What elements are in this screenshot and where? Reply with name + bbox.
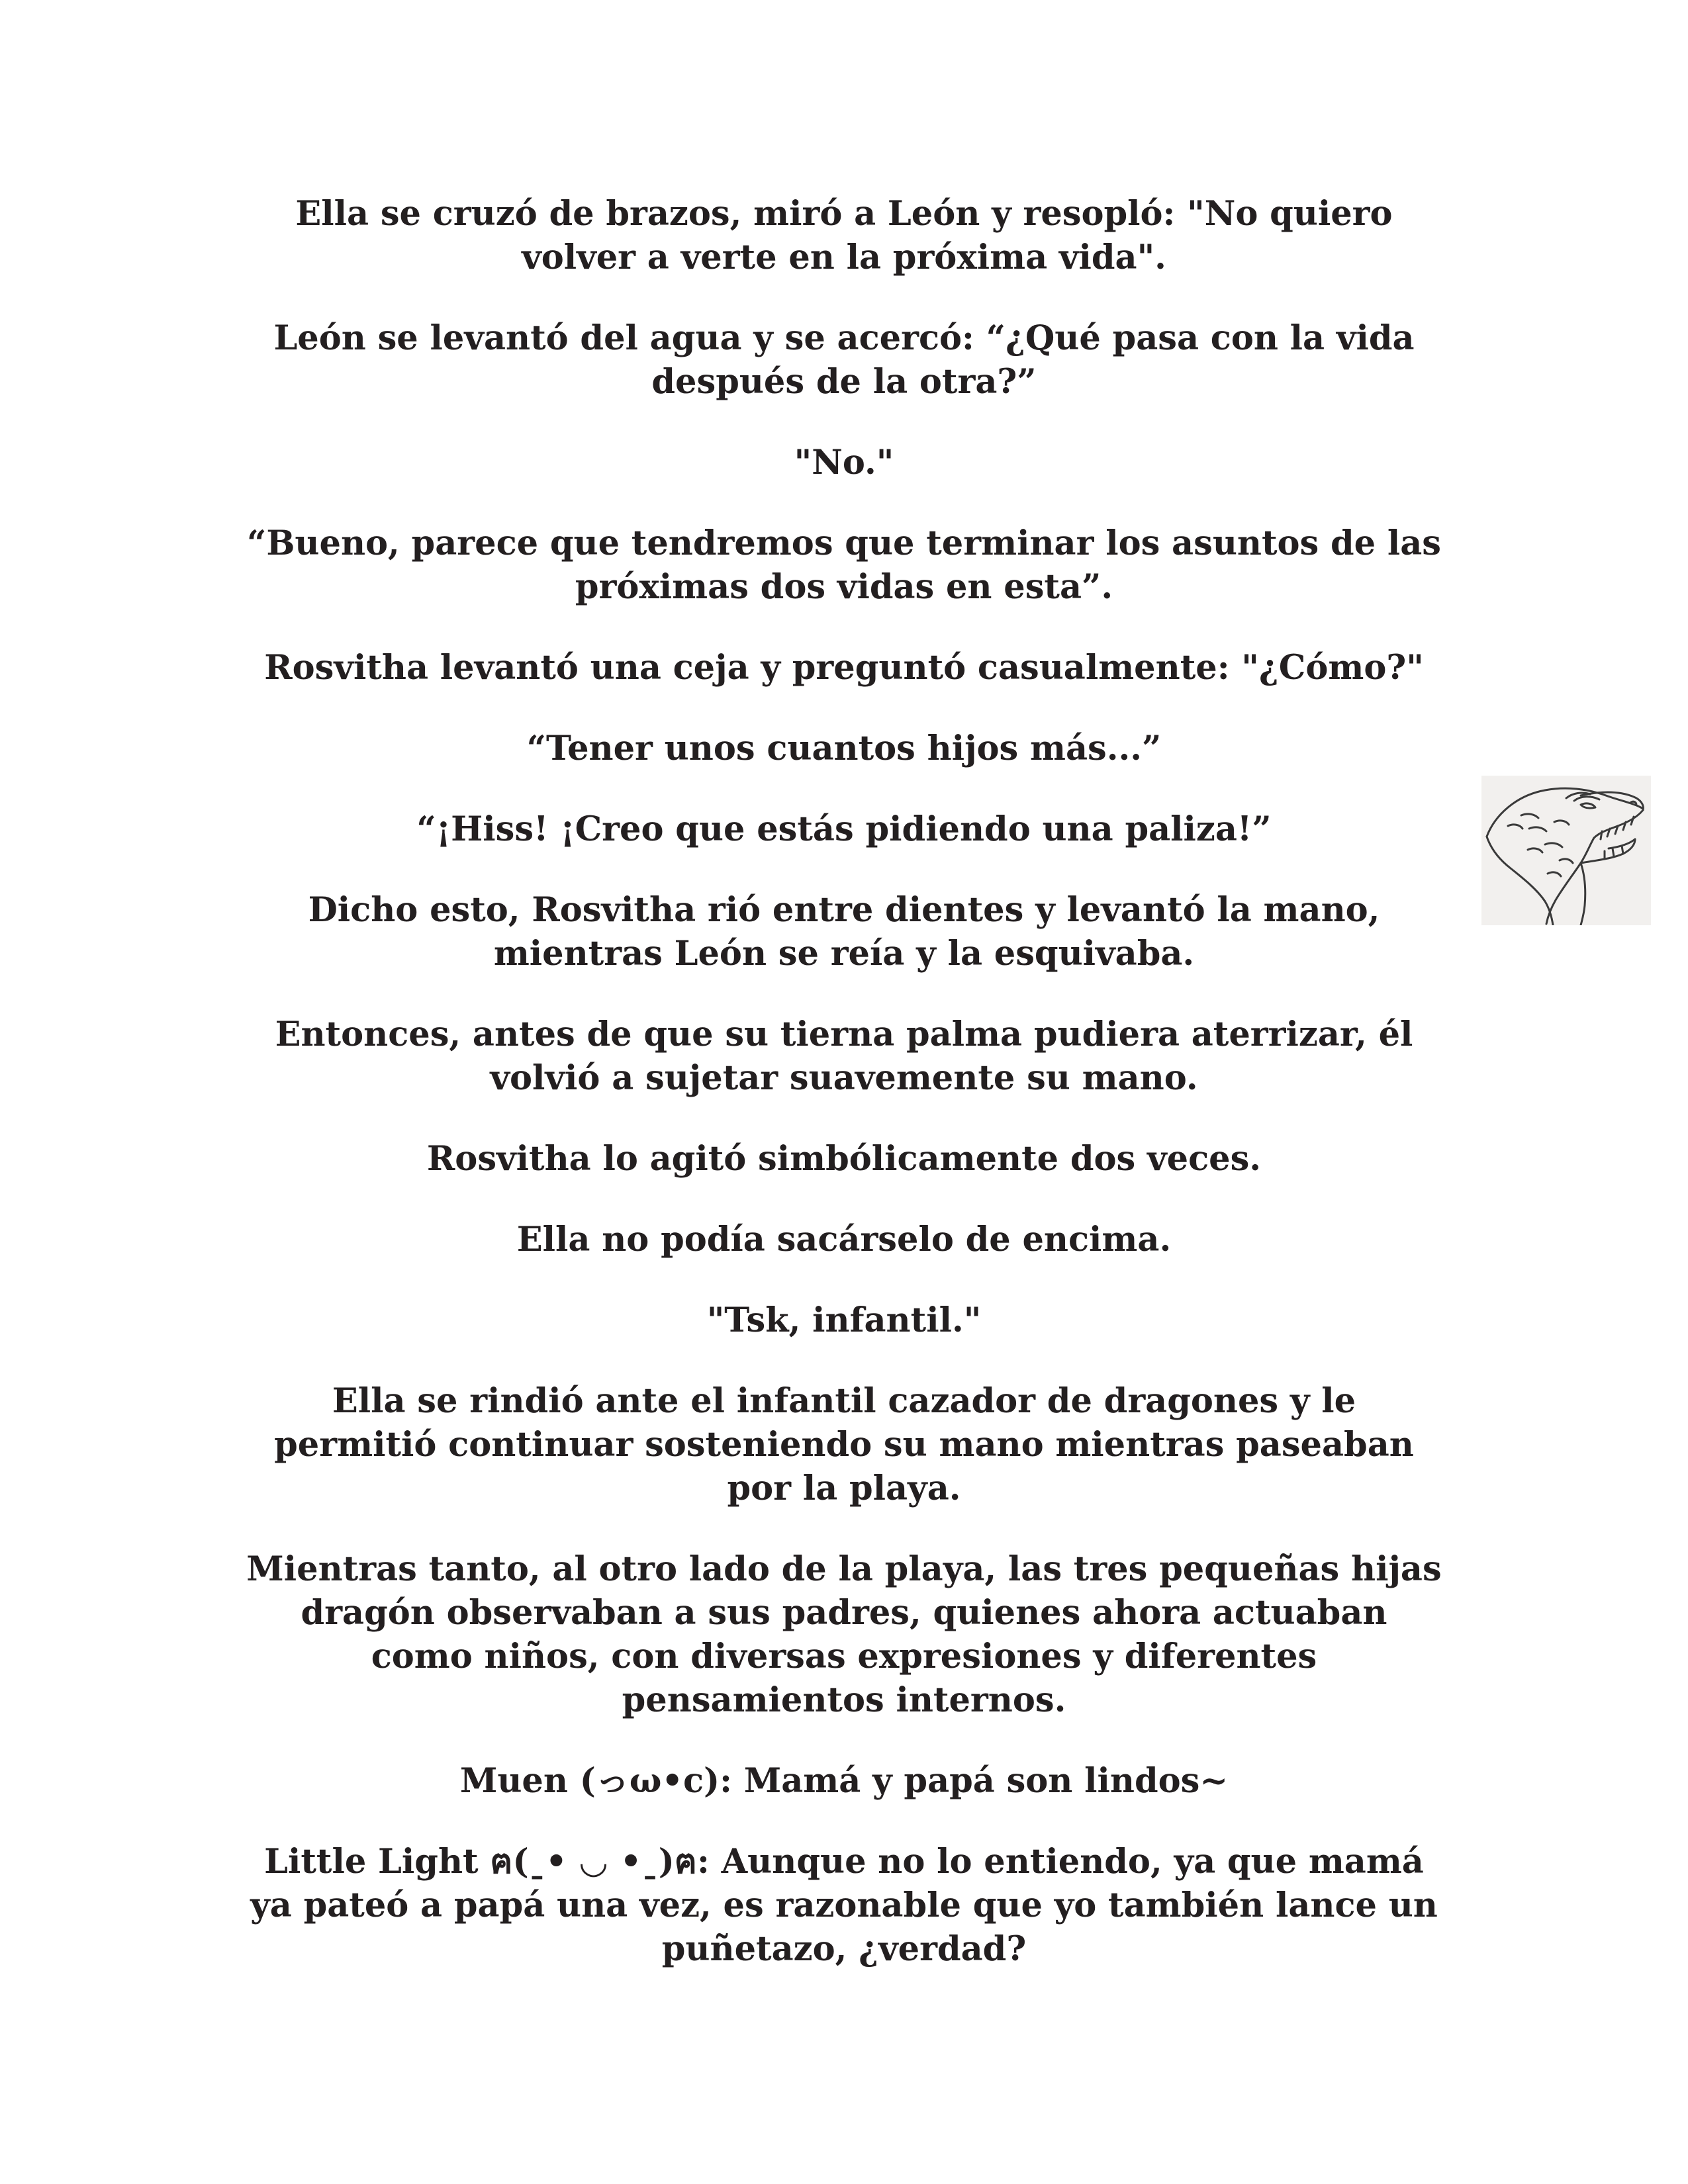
text-line: dragón observaban a sus padres, quienes ahora actuaban: [301, 1593, 1387, 1633]
paragraph: [225, 1759, 1463, 1803]
text-line: Entonces, antes de que su tierna palma pudiera aterrizar, él: [275, 1015, 1413, 1054]
text-line: próximas dos vidas en esta”.: [575, 567, 1113, 607]
text-line: Mientras tanto, al otro lado de la playa, las tres pequeñas hijas: [246, 1549, 1442, 1589]
text-line: "Tsk, infantil.": [706, 1300, 982, 1340]
text-line: pensamientos internos.: [622, 1680, 1066, 1720]
paragraph: [225, 522, 1463, 609]
paragraph: [225, 1137, 1463, 1181]
text-line: Rosvitha levantó una ceja y preguntó casualmente: "¿Cómo?": [264, 648, 1424, 688]
text-line: Ella se cruzó de brazos, miró a León y resopló: "No quiero: [295, 194, 1393, 234]
paragraph: [225, 1218, 1463, 1261]
text-line: Muen (っω•c): Mamá y papá son lindos~: [459, 1761, 1229, 1801]
paragraph: [225, 1840, 1463, 1971]
paragraph: [225, 1013, 1463, 1100]
text-line: “Tener unos cuantos hijos más...”: [526, 729, 1162, 768]
text-line: “¡Hiss! ¡Creo que estás pidiendo una paliza!”: [416, 809, 1272, 849]
paragraph: [225, 1298, 1463, 1342]
text-line: mientras León se reía y la esquivaba.: [493, 934, 1195, 974]
text-line: Little Light ฅ(ˍ• ◡ •ˍ)ฅ: Aunque no lo entiendo, ya que mamá: [264, 1842, 1424, 1882]
dragon-head-sketch-icon: [1481, 776, 1651, 925]
paragraph: [225, 1547, 1463, 1722]
text-line: León se levantó del agua y se acercó: “¿Qué pasa con la vida: [273, 318, 1415, 358]
text-line: como niños, con diversas expresiones y diferentes: [371, 1637, 1317, 1676]
paragraph: [225, 888, 1463, 976]
paragraph: [225, 441, 1463, 484]
text-line: volver a verte en la próxima vida".: [522, 238, 1166, 277]
text-line: permitió continuar sosteniendo su mano mientras paseaban: [274, 1425, 1414, 1465]
paragraph: [225, 1379, 1463, 1510]
paragraph: [225, 646, 1463, 690]
text-line: puñetazo, ¿verdad?: [661, 1929, 1027, 1969]
text-line: Rosvitha lo agitó simbólicamente dos veces.: [426, 1139, 1262, 1179]
paragraph: [225, 192, 1463, 279]
paragraph: [225, 727, 1463, 770]
text-line: después de la otra?”: [651, 362, 1037, 402]
story-text: [225, 192, 1463, 2008]
text-line: Ella se rindió ante el infantil cazador de dragones y le: [332, 1381, 1356, 1421]
text-line: ya pateó a papá una vez, es razonable que yo también lance un: [250, 1886, 1438, 1925]
paragraph: [225, 316, 1463, 404]
text-line: “Bueno, parece que tendremos que terminar los asuntos de las: [246, 523, 1442, 563]
text-line: Ella no podía sacárselo de encima.: [516, 1220, 1172, 1259]
text-line: volvió a sujetar suavemente su mano.: [490, 1058, 1198, 1098]
text-line: Dicho esto, Rosvitha rió entre dientes y levantó la mano,: [308, 890, 1380, 930]
paragraph: [225, 807, 1463, 851]
text-line: por la playa.: [727, 1469, 961, 1508]
text-line: "No.": [794, 443, 894, 482]
